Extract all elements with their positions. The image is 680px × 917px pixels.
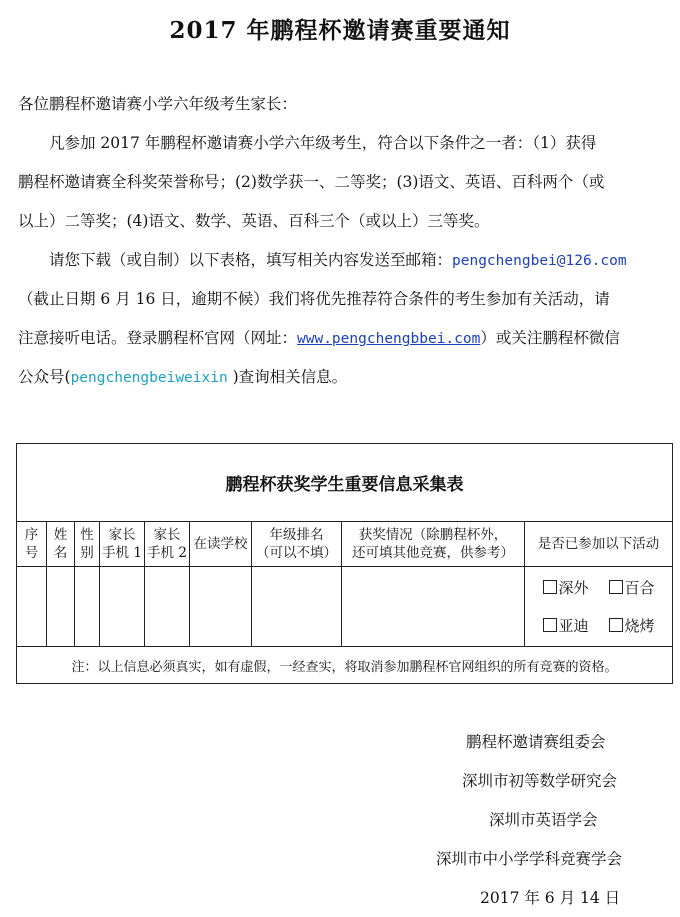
col-header-awards: 获奖情况（除鹏程杯外， 还可填其他竞赛，供参考） <box>342 522 525 567</box>
cell-school[interactable] <box>190 567 252 647</box>
signature-org1: 鹏程杯邀请赛组委会 <box>466 733 606 751</box>
para2-line2: （截止日期 6 月 16 日，逾期不候）我们将优先推荐符合条件的考生参加有关活动，请 <box>18 290 610 308</box>
cell-index[interactable] <box>17 567 47 647</box>
col-header-school: 在读学校 <box>190 522 252 567</box>
col-header-rank: 年级排名 （可以不填） <box>252 522 342 567</box>
col-header-activities: 是否已参加以下活动 <box>525 522 673 567</box>
activity-option-baihe[interactable]: 百合 <box>599 569 665 607</box>
signature-org3: 深圳市英语学会 <box>489 811 598 829</box>
para2-line3 <box>18 319 672 359</box>
col-header-index: 序 号 <box>17 522 47 567</box>
signature-date: 2017 年 6 月 14 日 <box>480 889 621 907</box>
activity-option-yadi[interactable]: 亚迪 <box>533 607 599 645</box>
para2-line4-tail: )查询相关信息。 <box>227 368 348 386</box>
checkbox-icon <box>543 580 557 594</box>
website-link[interactable]: www.pengchengbbei.com <box>297 331 481 347</box>
page-title: 2017 年鹏程杯邀请赛重要通知 <box>169 17 511 44</box>
para1-line1: 凡参加 2017 年鹏程杯邀请赛小学六年级考生，符合以下条件之一者：（1）获得 <box>49 134 597 152</box>
para2-line4 <box>18 358 672 398</box>
checkbox-icon <box>543 618 557 632</box>
cell-activities <box>525 567 673 647</box>
cell-name[interactable] <box>47 567 75 647</box>
col-header-phone2: 家长 手机 2 <box>145 522 190 567</box>
table-row <box>17 567 673 647</box>
cell-rank[interactable] <box>252 567 342 647</box>
col-header-name: 姓 名 <box>47 522 75 567</box>
para2-line1-text: 请您下载（或自制）以下表格，填写相关内容发送至邮箱： <box>49 251 453 269</box>
para1-line3: 以上）二等奖；(4)语文、数学、英语、百科三个（或以上）三等奖。 <box>18 212 490 230</box>
activity-option-shaokao[interactable]: 烧烤 <box>599 607 665 645</box>
wechat-account[interactable]: pengchengbeiweixin <box>70 370 228 386</box>
para2-line4-head: 公众号( <box>18 368 71 386</box>
para2-line3-tail: ）或关注鹏程杯微信 <box>480 329 620 347</box>
signature-org2: 深圳市初等数学研究会 <box>462 772 618 790</box>
activity-option-shenwai[interactable]: 深外 <box>533 569 599 607</box>
header-row <box>17 522 673 567</box>
info-collection-table <box>16 443 673 684</box>
cell-phone1[interactable] <box>100 567 145 647</box>
col-header-gender: 性 别 <box>75 522 100 567</box>
salutation: 各位鹏程杯邀请赛小学六年级考生家长： <box>18 95 298 113</box>
col-header-phone1: 家长 手机 1 <box>100 522 145 567</box>
table-note: 注：以上信息必须真实，如有虚假，一经查实，将取消参加鹏程杯官网组织的所有竞赛的资格。 <box>17 647 673 684</box>
para1-line2: 鹏程杯邀请赛全科奖荣誉称号；(2)数学获一、二等奖；(3)语文、英语、百科两个（或 <box>18 173 605 191</box>
cell-phone2[interactable] <box>145 567 190 647</box>
cell-gender[interactable] <box>75 567 100 647</box>
checkbox-icon <box>609 580 623 594</box>
checkbox-icon <box>609 618 623 632</box>
email-link[interactable]: pengchengbei@126.com <box>452 253 627 269</box>
para2-line1 <box>18 241 672 281</box>
form-title: 鹏程杯获奖学生重要信息采集表 <box>17 444 673 522</box>
para2-line3-text: 注意接听电话。登录鹏程杯官网（网址： <box>18 329 298 347</box>
signature-org4: 深圳市中小学学科竞赛学会 <box>436 850 623 868</box>
cell-awards[interactable] <box>342 567 525 647</box>
